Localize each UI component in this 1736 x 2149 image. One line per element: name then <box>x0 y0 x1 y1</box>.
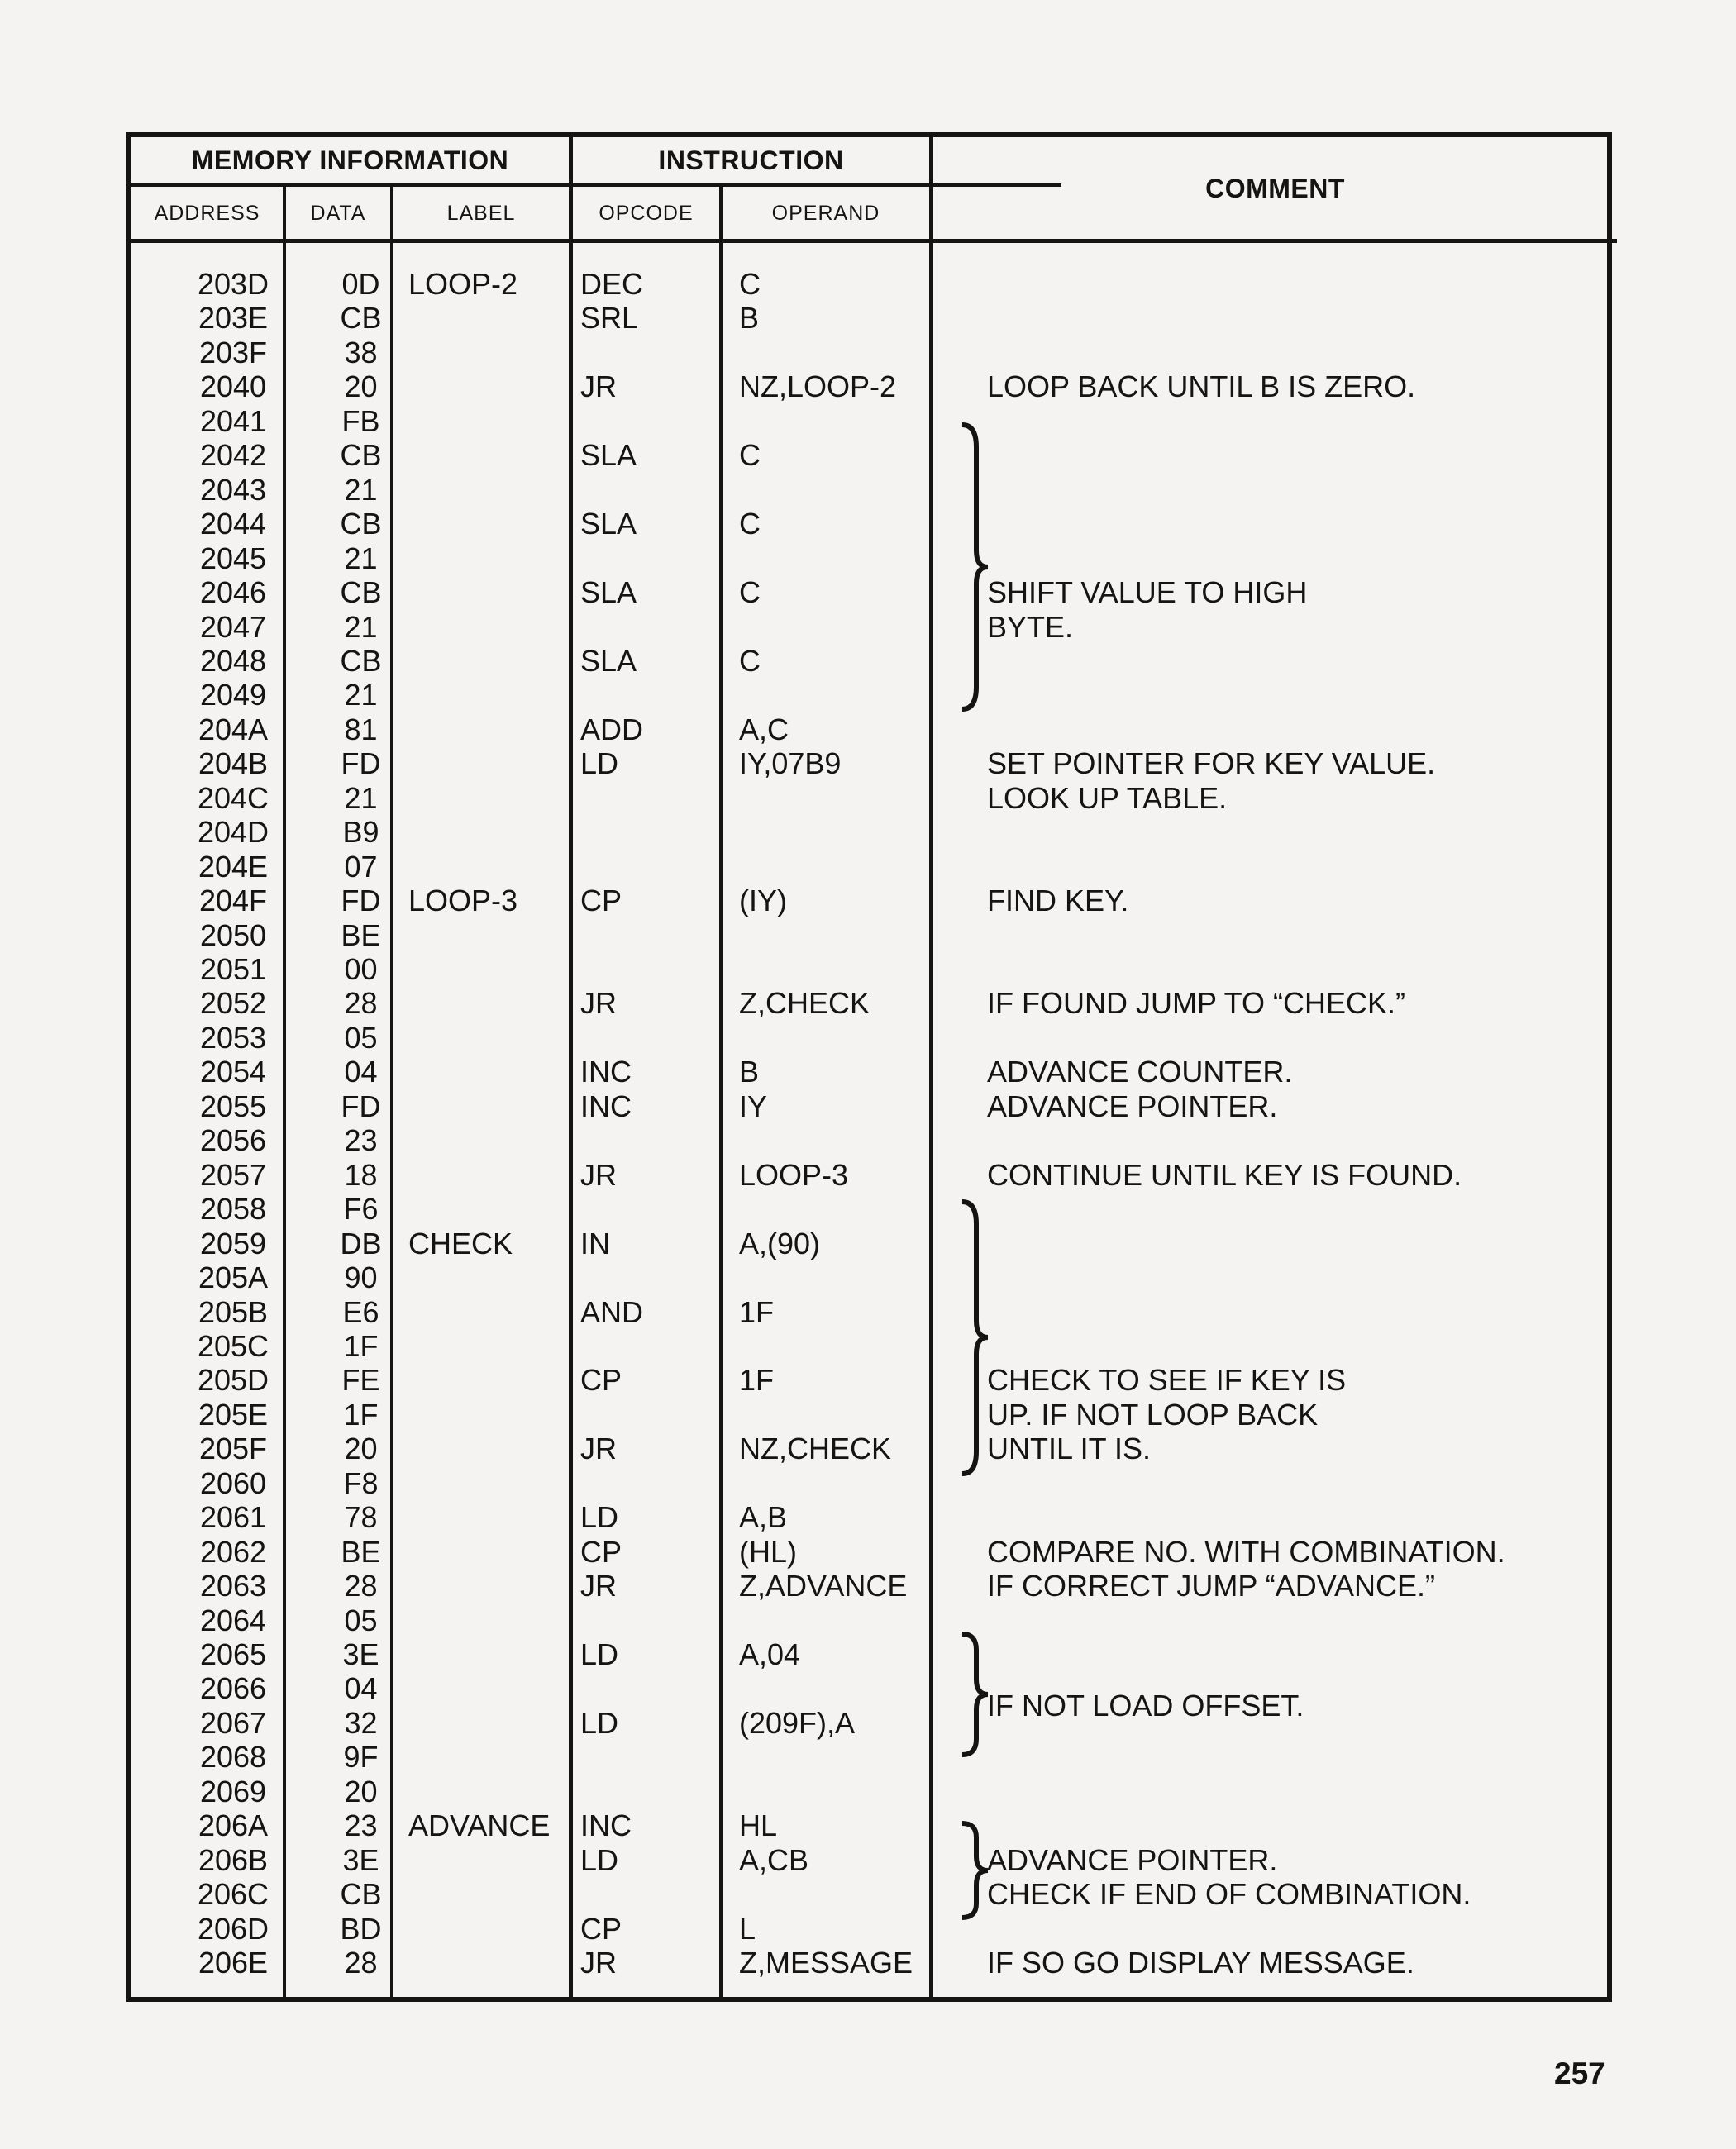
row-data: 21 <box>344 678 378 712</box>
row-address: 2041 <box>199 403 267 438</box>
row-address: 2045 <box>199 541 267 575</box>
comment-line: ADVANCE COUNTER. <box>987 1055 1293 1089</box>
row-address: 2069 <box>199 1774 267 1808</box>
row-data: 18 <box>344 1157 378 1192</box>
table-row <box>131 850 1617 884</box>
row-address: 2065 <box>199 1637 267 1671</box>
comment-line: IF NOT LOAD OFFSET. <box>987 1689 1304 1723</box>
row-address: 205F <box>198 1432 268 1466</box>
comment-line: SHIFT VALUE TO HIGH <box>987 575 1308 610</box>
header-address: ADDRESS <box>154 202 260 225</box>
comment-line: IF SO GO DISPLAY MESSAGE. <box>987 1946 1414 1980</box>
row-data: F6 <box>343 1192 379 1227</box>
row-data: FB <box>341 403 380 438</box>
table-row <box>131 815 1617 850</box>
row-address: 206C <box>197 1877 269 1912</box>
row-opcode: JR <box>580 1946 617 1980</box>
row-address: 203F <box>198 335 268 369</box>
table-row <box>131 1021 1617 1055</box>
row-operand: NZ,LOOP-2 <box>739 369 897 404</box>
row-data: B9 <box>342 815 379 850</box>
row-operand: A,B <box>739 1500 788 1535</box>
row-address: 204C <box>197 780 269 815</box>
row-opcode: INC <box>580 1089 632 1123</box>
comment-block <box>987 884 1128 917</box>
row-operand: Z,MESSAGE <box>739 1946 913 1980</box>
row-address: 205B <box>198 1294 269 1329</box>
row-data: 28 <box>344 1946 378 1980</box>
header-operand: OPERAND <box>771 202 880 225</box>
comment-line: UNTIL IT IS. <box>987 1432 1152 1466</box>
row-data: 20 <box>344 1774 378 1808</box>
row-address: 206D <box>197 1911 269 1946</box>
row-address: 203D <box>197 267 269 301</box>
header-comment: COMMENT <box>1205 174 1345 203</box>
row-address: 2047 <box>199 609 267 644</box>
comment-line: IF FOUND JUMP TO “CHECK.” <box>987 986 1406 1021</box>
row-address: 2066 <box>199 1671 267 1706</box>
row-data: FD <box>341 746 381 781</box>
table-row <box>131 404 1617 439</box>
row-data: 05 <box>344 1020 378 1055</box>
row-label: LOOP-2 <box>408 267 518 301</box>
row-address: 204D <box>197 815 269 850</box>
header-opcode: OPCODE <box>599 202 694 225</box>
comment-line: COMPARE NO. WITH COMBINATION. <box>987 1534 1505 1569</box>
table-row <box>131 1808 1617 1843</box>
row-operand: A,C <box>739 712 789 746</box>
table-row <box>131 918 1617 953</box>
row-data: 07 <box>344 849 378 884</box>
row-opcode: JR <box>580 1157 617 1192</box>
table-row <box>131 1432 1617 1466</box>
row-data: FE <box>341 1363 380 1398</box>
row-data: 21 <box>344 609 378 644</box>
row-data: 23 <box>344 1808 378 1843</box>
row-data: CB <box>340 438 382 473</box>
row-opcode: LD <box>580 1500 619 1535</box>
table-row <box>131 1192 1617 1227</box>
row-opcode: CP <box>580 1534 622 1569</box>
row-address: 203E <box>198 301 269 336</box>
row-address: 2060 <box>199 1465 267 1500</box>
comment-block <box>987 1089 1277 1123</box>
table-row <box>131 678 1617 712</box>
row-data: F8 <box>343 1465 379 1500</box>
row-data: 90 <box>344 1260 378 1295</box>
row-data: BE <box>341 1534 381 1569</box>
comment-line: CHECK IF END OF COMBINATION. <box>987 1877 1471 1912</box>
row-address: 2049 <box>199 678 267 712</box>
row-address: 2048 <box>199 643 267 678</box>
table-row <box>131 1329 1617 1364</box>
comment-block <box>987 1055 1292 1089</box>
row-opcode: SLA <box>580 507 637 541</box>
row-operand: IY <box>739 1089 768 1123</box>
comment-block <box>987 369 1415 403</box>
row-operand: (IY) <box>739 884 787 918</box>
comment-line: BYTE. <box>987 609 1074 644</box>
row-address: 2056 <box>199 1123 267 1158</box>
table-row <box>131 1055 1617 1089</box>
row-address: 2042 <box>199 438 267 473</box>
table-row <box>131 1260 1617 1295</box>
row-address: 2064 <box>199 1603 267 1637</box>
table-row <box>131 438 1617 473</box>
row-operand: NZ,CHECK <box>739 1432 892 1466</box>
row-operand: 1F <box>739 1363 775 1398</box>
row-data: E6 <box>342 1294 379 1329</box>
program-listing-table <box>126 132 1612 2002</box>
row-data: CB <box>340 1877 382 1912</box>
table-row <box>131 1671 1617 1706</box>
table-row <box>131 336 1617 370</box>
comment-block <box>987 1535 1505 1603</box>
row-address: 204E <box>198 849 269 884</box>
row-data: CB <box>340 301 382 336</box>
row-data: FD <box>341 884 381 918</box>
comment-line: LOOK UP TABLE. <box>987 780 1228 815</box>
comment-block <box>987 746 1435 815</box>
row-opcode: SRL <box>580 301 639 336</box>
row-address: 2044 <box>199 507 267 541</box>
row-address: 2061 <box>199 1500 267 1535</box>
table-row <box>131 267 1617 302</box>
row-operand: Z,ADVANCE <box>739 1569 908 1603</box>
row-operand: C <box>739 267 761 301</box>
row-opcode: JR <box>580 1569 617 1603</box>
row-opcode: SLA <box>580 575 637 610</box>
row-address: 206E <box>198 1946 269 1980</box>
row-operand: L <box>739 1911 756 1946</box>
comment-line: UP. IF NOT LOOP BACK <box>987 1397 1319 1432</box>
row-address: 2059 <box>199 1226 267 1260</box>
row-opcode: DEC <box>580 267 644 301</box>
row-data: 04 <box>344 1671 378 1706</box>
row-label: LOOP-3 <box>408 884 518 918</box>
row-address: 2043 <box>199 472 267 507</box>
row-operand: C <box>739 575 761 610</box>
row-address: 204F <box>198 884 268 918</box>
header-label: LABEL <box>446 202 516 225</box>
row-address: 205E <box>198 1397 269 1432</box>
row-opcode: SLA <box>580 438 637 473</box>
row-address: 2055 <box>199 1089 267 1123</box>
header-data: DATA <box>310 202 366 225</box>
row-operand: B <box>739 1055 760 1089</box>
brace-advance-pointer <box>958 1821 991 1920</box>
row-address: 2057 <box>199 1157 267 1192</box>
row-address: 2067 <box>199 1705 267 1740</box>
row-data: 38 <box>344 335 378 369</box>
header-divider-top <box>131 183 1061 187</box>
row-operand: A,(90) <box>739 1226 821 1260</box>
row-opcode: JR <box>580 369 617 404</box>
row-data: 05 <box>344 1603 378 1637</box>
row-data: 21 <box>344 472 378 507</box>
comment-block <box>987 986 1405 1020</box>
row-data: 21 <box>344 541 378 575</box>
row-address: 206B <box>198 1842 269 1877</box>
comment-line: LOOP BACK UNTIL B IS ZERO. <box>987 369 1416 404</box>
table-row <box>131 1363 1617 1398</box>
comment-line: CHECK TO SEE IF KEY IS <box>987 1363 1347 1398</box>
table-row <box>131 1500 1617 1535</box>
row-operand: A,CB <box>739 1842 809 1877</box>
row-address: 2053 <box>199 1020 267 1055</box>
row-operand: LOOP-3 <box>739 1157 849 1192</box>
table-row <box>131 575 1617 610</box>
row-address: 2063 <box>199 1569 267 1603</box>
row-data: BD <box>340 1911 382 1946</box>
row-operand: A,04 <box>739 1637 801 1671</box>
row-data: CB <box>340 507 382 541</box>
table-row <box>131 712 1617 747</box>
table-row <box>131 1603 1617 1638</box>
row-operand: 1F <box>739 1294 775 1329</box>
row-opcode: LD <box>580 746 619 781</box>
row-data: 81 <box>344 712 378 746</box>
comment-block <box>987 1689 1304 1723</box>
brace-check-key <box>958 1199 991 1476</box>
row-data: 28 <box>344 1569 378 1603</box>
row-data: 78 <box>344 1500 378 1535</box>
row-address: 204B <box>198 746 269 781</box>
row-address: 2040 <box>199 369 267 404</box>
row-operand: C <box>739 643 761 678</box>
row-opcode: LD <box>580 1705 619 1740</box>
comment-line: SET POINTER FOR KEY VALUE. <box>987 746 1436 781</box>
row-data: FD <box>341 1089 381 1123</box>
row-data: 1F <box>343 1397 379 1432</box>
page-number: 257 <box>1554 2056 1605 2090</box>
row-opcode: JR <box>580 986 617 1021</box>
brace-shift-value <box>958 422 991 712</box>
row-data: 20 <box>344 1432 378 1466</box>
row-address: 2050 <box>199 917 267 952</box>
row-data: 04 <box>344 1055 378 1089</box>
row-data: 23 <box>344 1123 378 1158</box>
table-row <box>131 473 1617 507</box>
row-data: 28 <box>344 986 378 1021</box>
row-opcode: LD <box>580 1637 619 1671</box>
row-label: CHECK <box>408 1226 513 1260</box>
table-row <box>131 1123 1617 1158</box>
row-opcode: JR <box>580 1432 617 1466</box>
row-address: 205D <box>197 1363 269 1398</box>
row-opcode: IN <box>580 1226 610 1260</box>
row-address: 2046 <box>199 575 267 610</box>
row-opcode: CP <box>580 1363 622 1398</box>
row-data: 00 <box>344 952 378 986</box>
row-data: 1F <box>343 1328 379 1363</box>
row-address: 2051 <box>199 952 267 986</box>
table-row <box>131 1227 1617 1261</box>
table-row <box>131 1089 1617 1124</box>
row-operand: Z,CHECK <box>739 986 870 1021</box>
table-row <box>131 541 1617 576</box>
table-row <box>131 301 1617 336</box>
row-address: 205A <box>198 1260 269 1295</box>
comment-line: CONTINUE UNTIL KEY IS FOUND. <box>987 1157 1462 1192</box>
row-data: DB <box>340 1226 382 1260</box>
row-opcode: INC <box>580 1808 632 1843</box>
row-address: 205C <box>197 1328 269 1363</box>
row-operand: B <box>739 301 760 336</box>
comment-line: FIND KEY. <box>987 884 1129 918</box>
row-operand: C <box>739 507 761 541</box>
header-instruction: INSTRUCTION <box>658 145 844 175</box>
table-row <box>131 1740 1617 1775</box>
row-operand: (HL) <box>739 1534 797 1569</box>
table-row <box>131 1637 1617 1672</box>
row-opcode: INC <box>580 1055 632 1089</box>
row-operand: C <box>739 438 761 473</box>
row-opcode: ADD <box>580 712 644 746</box>
row-data: 20 <box>344 369 378 404</box>
row-address: 2058 <box>199 1192 267 1227</box>
brace-load-offset <box>958 1632 991 1757</box>
comment-block <box>987 1843 1471 1912</box>
comment-line: ADVANCE POINTER. <box>987 1842 1278 1877</box>
header-memory-information: MEMORY INFORMATION <box>191 145 509 175</box>
table-row <box>131 1398 1617 1432</box>
row-address: 2068 <box>199 1740 267 1775</box>
table-row <box>131 1706 1617 1741</box>
row-data: 3E <box>342 1842 379 1877</box>
row-operand: IY,07B9 <box>739 746 842 781</box>
header-divider-bottom <box>131 239 1617 243</box>
table-row <box>131 610 1617 645</box>
comment-block <box>987 1363 1346 1465</box>
table-row <box>131 952 1617 987</box>
row-label: ADVANCE <box>408 1808 551 1843</box>
table-row <box>131 884 1617 918</box>
row-address: 2052 <box>199 986 267 1021</box>
table-row <box>131 644 1617 679</box>
table-row <box>131 507 1617 541</box>
row-data: CB <box>340 575 382 610</box>
comment-line: ADVANCE POINTER. <box>987 1089 1278 1123</box>
table-row <box>131 1912 1617 1946</box>
row-operand: (209F),A <box>739 1705 856 1740</box>
row-data: 32 <box>344 1705 378 1740</box>
row-address: 204A <box>198 712 269 746</box>
comment-block <box>987 1946 1414 1980</box>
row-opcode: AND <box>580 1294 644 1329</box>
comment-block <box>987 575 1307 644</box>
comment-block <box>987 1158 1462 1192</box>
comment-line: IF CORRECT JUMP “ADVANCE.” <box>987 1569 1436 1603</box>
row-data: 21 <box>344 780 378 815</box>
table-row <box>131 1295 1617 1330</box>
table-row <box>131 1775 1617 1809</box>
row-opcode: CP <box>580 1911 622 1946</box>
row-address: 2054 <box>199 1055 267 1089</box>
row-data: 9F <box>343 1740 379 1775</box>
row-opcode: SLA <box>580 643 637 678</box>
row-data: BE <box>341 917 381 952</box>
row-data: 0D <box>341 267 380 301</box>
row-operand: HL <box>739 1808 778 1843</box>
row-data: 3E <box>342 1637 379 1671</box>
row-opcode: CP <box>580 884 622 918</box>
row-opcode: LD <box>580 1842 619 1877</box>
row-address: 206A <box>198 1808 269 1843</box>
row-address: 2062 <box>199 1534 267 1569</box>
row-data: CB <box>340 643 382 678</box>
table-row <box>131 1466 1617 1501</box>
